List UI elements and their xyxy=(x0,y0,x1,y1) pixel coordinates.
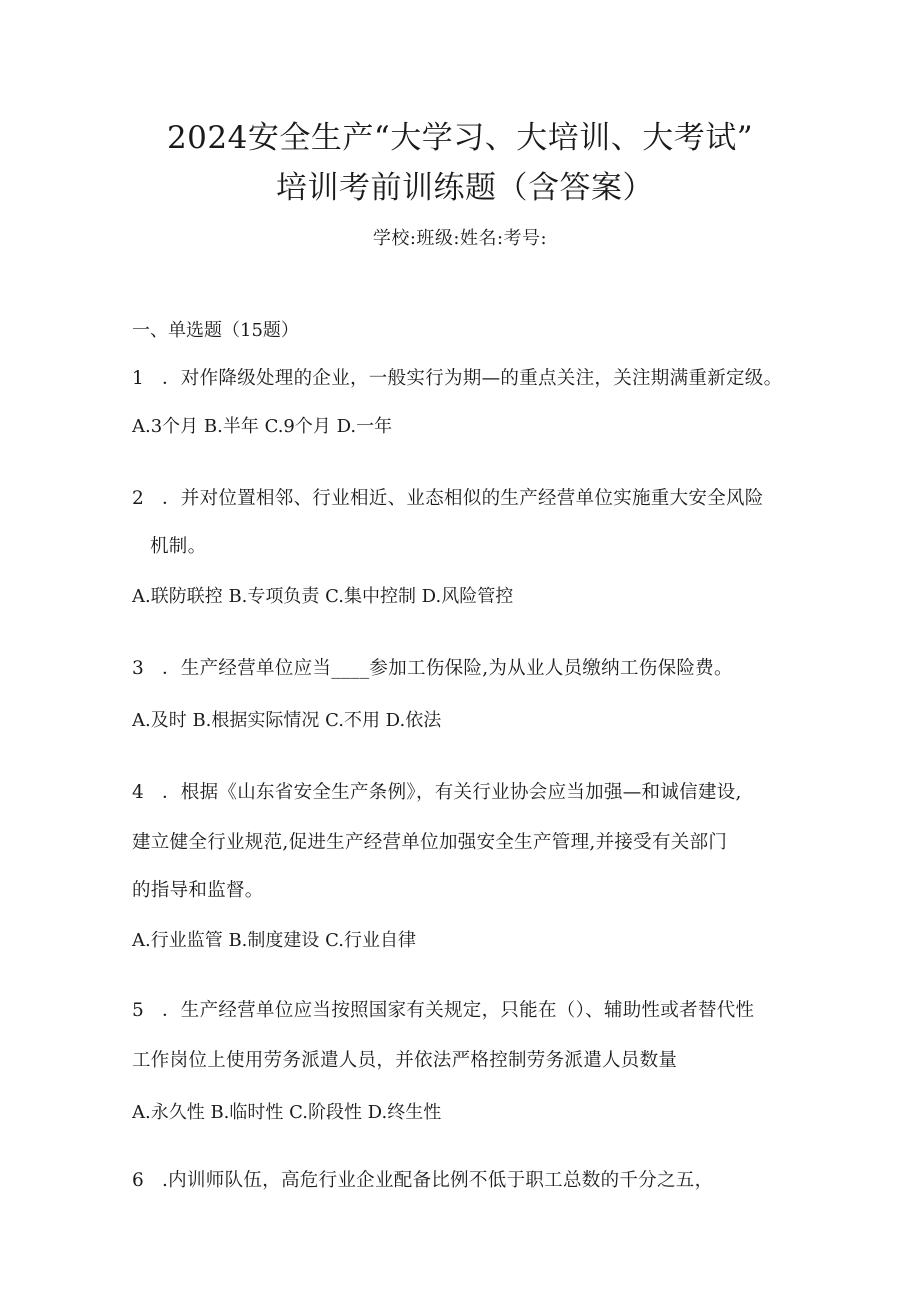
question-4-line-2: 建立健全行业规范,促进生产经营单位加强安全生产管理,并接受有关部门 xyxy=(132,832,728,853)
question-number: 5 xyxy=(132,1000,145,1021)
question-5-line-1 xyxy=(132,996,754,1022)
question-3-options: A.及时 B.根据实际情况 C.不用 D.依法 xyxy=(132,710,442,731)
question-1-options: A.3个月 B.半年 C.9个月 D.一年 xyxy=(132,416,393,437)
question-number: 2 xyxy=(132,488,145,509)
question-1-line-1 xyxy=(132,364,782,390)
question-3-line-1 xyxy=(132,654,733,680)
student-info-line: 学校:班级:姓名:考号: xyxy=(372,228,548,249)
question-text: ．生产经营单位应当按照国家有关规定，只能在（）、辅助性或者替代性 xyxy=(162,1000,755,1021)
question-6-line-1 xyxy=(132,1166,713,1192)
question-2-options: A.联防联控 B.专项负责 C.集中控制 D.风险管控 xyxy=(132,586,514,607)
question-4-line-1 xyxy=(132,778,742,804)
question-4-line-3: 的指导和监督。 xyxy=(132,880,264,901)
section-heading: 一、单选题（15题） xyxy=(132,320,299,341)
question-5-options: A.永久性 B.临时性 C.阶段性 D.终生性 xyxy=(132,1102,442,1123)
question-number: 3 xyxy=(132,658,145,679)
question-number: 1 xyxy=(132,368,145,389)
question-2-line-1 xyxy=(132,484,764,510)
document-title-line-2: 培训考前训练题（含答案） xyxy=(276,170,654,206)
question-number: 6 xyxy=(132,1170,145,1191)
question-text: ．并对位置相邻、行业相近、业态相似的生产经营单位实施重大安全风险 xyxy=(162,488,764,509)
question-2-line-2: 机制。 xyxy=(150,536,207,557)
question-text: ．生产经营单位应当____参加工伤保险,为从业人员缴纳工伤保险费。 xyxy=(162,658,733,679)
question-text: ．对作降级处理的企业，一般实行为期—的重点关注，关注期满重新定级。 xyxy=(162,368,783,389)
question-text: .内训师队伍，高危行业企业配备比例不低于职工总数的千分之五， xyxy=(162,1170,714,1191)
question-text: ．根据《山东省安全生产条例》，有关行业协会应当加强—和诚信建设, xyxy=(162,782,742,803)
document-title-line-1: 2024安全生产“大学习、大培训、大考试” xyxy=(166,120,754,156)
question-5-line-2: 工作岗位上使用劳务派遣人员，并依法严格控制劳务派遣人员数量 xyxy=(132,1050,678,1071)
question-number: 4 xyxy=(132,782,145,803)
question-4-options: A.行业监管 B.制度建设 C.行业自律 xyxy=(132,930,416,951)
